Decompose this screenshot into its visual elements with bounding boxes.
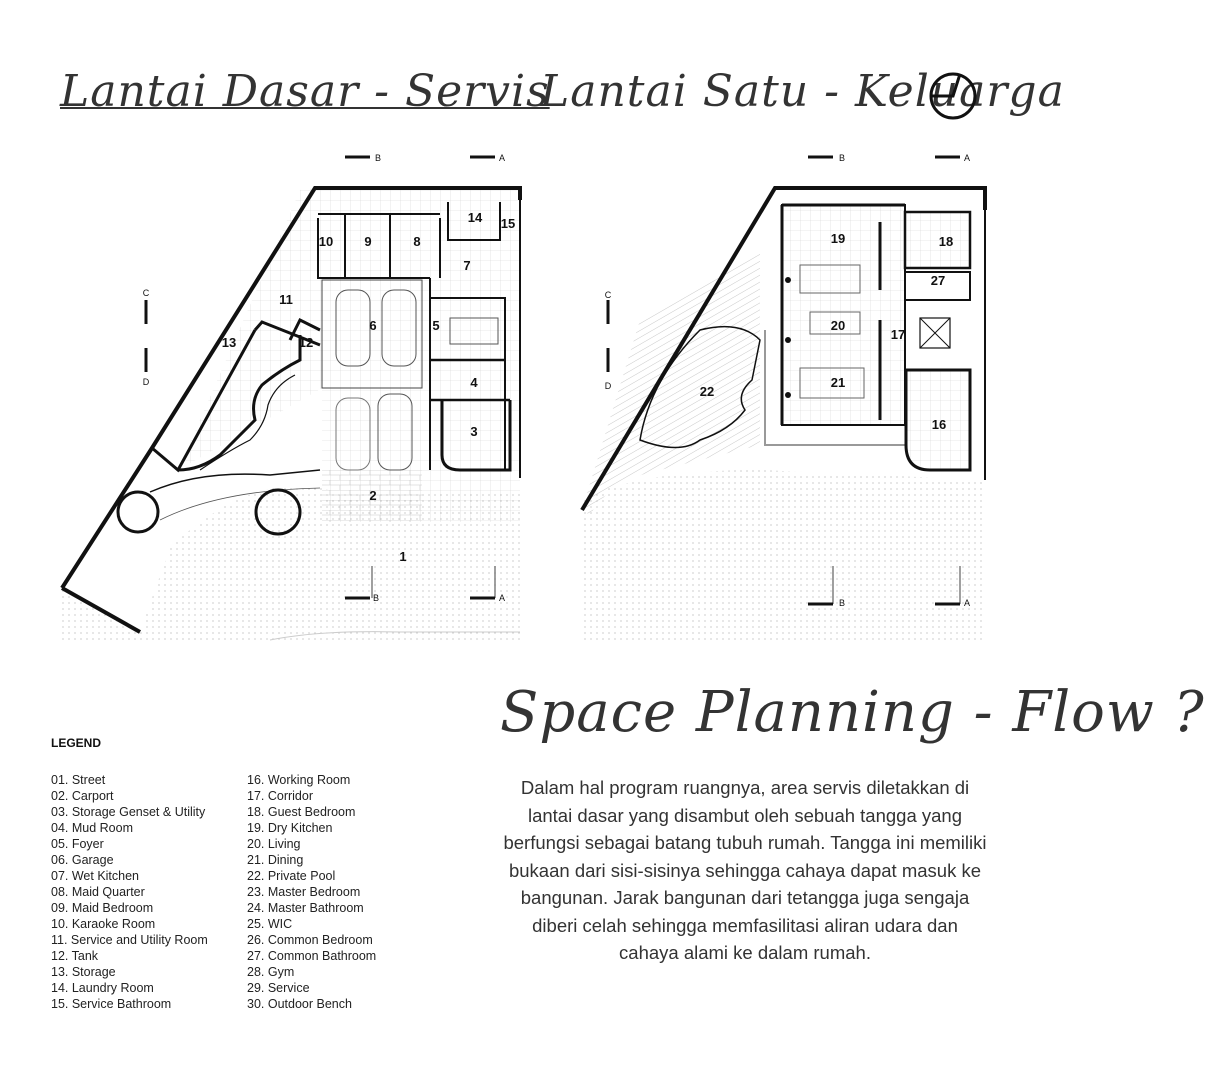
- room-number-label: 1: [399, 549, 407, 564]
- legend-item: 23. Master Bedroom: [247, 885, 361, 899]
- legend-item: 01. Street: [51, 773, 106, 787]
- first-floor-title: Lantai Satu - Keluarga: [540, 66, 1065, 117]
- legend-item: 04. Mud Room: [51, 821, 133, 835]
- room-number-label: 7: [463, 258, 471, 273]
- first-floor-plan: [580, 74, 985, 640]
- room-number-label: 19: [830, 231, 846, 246]
- legend-item: 14. Laundry Room: [51, 981, 154, 995]
- legend-item: 30. Outdoor Bench: [247, 997, 352, 1011]
- legend-item: 19. Dry Kitchen: [247, 821, 333, 835]
- legend-item: 26. Common Bedroom: [247, 933, 373, 947]
- legend-item: 11. Service and Utility Room: [51, 933, 208, 947]
- room-number-label: 8: [413, 234, 421, 249]
- legend-item: 27. Common Bathroom: [247, 949, 377, 963]
- room-number-label: 11: [279, 292, 293, 307]
- tree-icon: [118, 492, 158, 532]
- legend-heading: LEGEND: [51, 736, 102, 750]
- legend-item: 22. Private Pool: [247, 869, 336, 883]
- section-marker-label: B: [372, 593, 380, 603]
- room-number-label: 16: [931, 417, 947, 432]
- legend-column-1: [51, 772, 208, 1012]
- section-marker-label: A: [498, 153, 506, 163]
- legend-item: 21. Dining: [247, 853, 304, 867]
- room-number-label: 4: [470, 375, 478, 390]
- legend-item: 06. Garage: [51, 853, 114, 867]
- legend-item: 29. Service: [247, 981, 310, 995]
- section-marker-label: B: [374, 153, 382, 163]
- room-number-label: 5: [432, 318, 440, 333]
- legend-column-2: [247, 772, 376, 1012]
- room-number-label: 3: [470, 424, 478, 439]
- section-marker-label: D: [604, 381, 612, 391]
- section-marker-label: B: [838, 598, 846, 608]
- section-marker-label: C: [142, 288, 150, 298]
- section-marker-label: D: [142, 377, 150, 387]
- legend-item: 17. Corridor: [247, 789, 313, 803]
- legend-item: 28. Gym: [247, 965, 295, 979]
- legend-item: 20. Living: [247, 837, 301, 851]
- legend-item: 05. Foyer: [51, 837, 104, 851]
- legend-item: 09. Maid Bedroom: [51, 901, 154, 915]
- room-number-label: 15: [500, 216, 516, 231]
- room-number-label: 9: [364, 234, 372, 249]
- room-number-label: 18: [938, 234, 954, 249]
- description-paragraph: Dalam hal program ruangnya, area servis diletakkan di lantai dasar yang disambut oleh sebuah tangga yang berfungsi sebagai batang tubuh rumah. Tangga ini memiliki bukaan dari sisi-sisinya sehingga cahaya dapat masuk ke bangunan. Jarak bangunan dari tetangga juga sengaja diberi celah sehingga memfasilitasi aliran udara dan cahaya alami ke dalam rumah.: [503, 777, 987, 963]
- room-number-label: 21: [830, 375, 846, 390]
- section-marker-label: A: [963, 598, 971, 608]
- room-number-label: 17: [890, 327, 906, 342]
- room-number-label: 12: [298, 335, 314, 350]
- ground-floor-plan: [62, 157, 520, 640]
- north-arrow-icon: [931, 74, 975, 118]
- room-number-label: 2: [369, 488, 377, 503]
- room-number-label: 10: [318, 234, 334, 249]
- legend-item: 18. Guest Bedroom: [247, 805, 356, 819]
- legend-item: 15. Service Bathroom: [51, 997, 172, 1011]
- section-marker-label: C: [604, 290, 612, 300]
- room-number-label: 20: [830, 318, 846, 333]
- legend-item: 10. Karaoke Room: [51, 917, 156, 931]
- room-number-label: 14: [467, 210, 483, 225]
- section-marker-label: A: [498, 593, 506, 603]
- room-number-label: 13: [221, 335, 237, 350]
- section-marker-label: B: [838, 153, 846, 163]
- room-number-label: 6: [369, 318, 377, 333]
- legend-item: 24. Master Bathroom: [247, 901, 364, 915]
- legend-item: 25. WIC: [247, 917, 293, 931]
- legend-item: 08. Maid Quarter: [51, 885, 145, 899]
- section-marker-label: A: [963, 153, 971, 163]
- legend-item: 03. Storage Genset & Utility: [51, 805, 206, 819]
- legend-item: 02. Carport: [51, 789, 114, 803]
- legend-item: 13. Storage: [51, 965, 116, 979]
- room-number-label: 22: [699, 384, 715, 399]
- legend-item: 12. Tank: [51, 949, 99, 963]
- legend-item: 07. Wet Kitchen: [51, 869, 140, 883]
- room-number-label: 27: [930, 273, 946, 288]
- legend-item: 16. Working Room: [247, 773, 351, 787]
- ground-floor-title: Lantai Dasar - Servis: [60, 66, 550, 117]
- space-planning-title: Space Planning - Flow ?: [500, 680, 1205, 745]
